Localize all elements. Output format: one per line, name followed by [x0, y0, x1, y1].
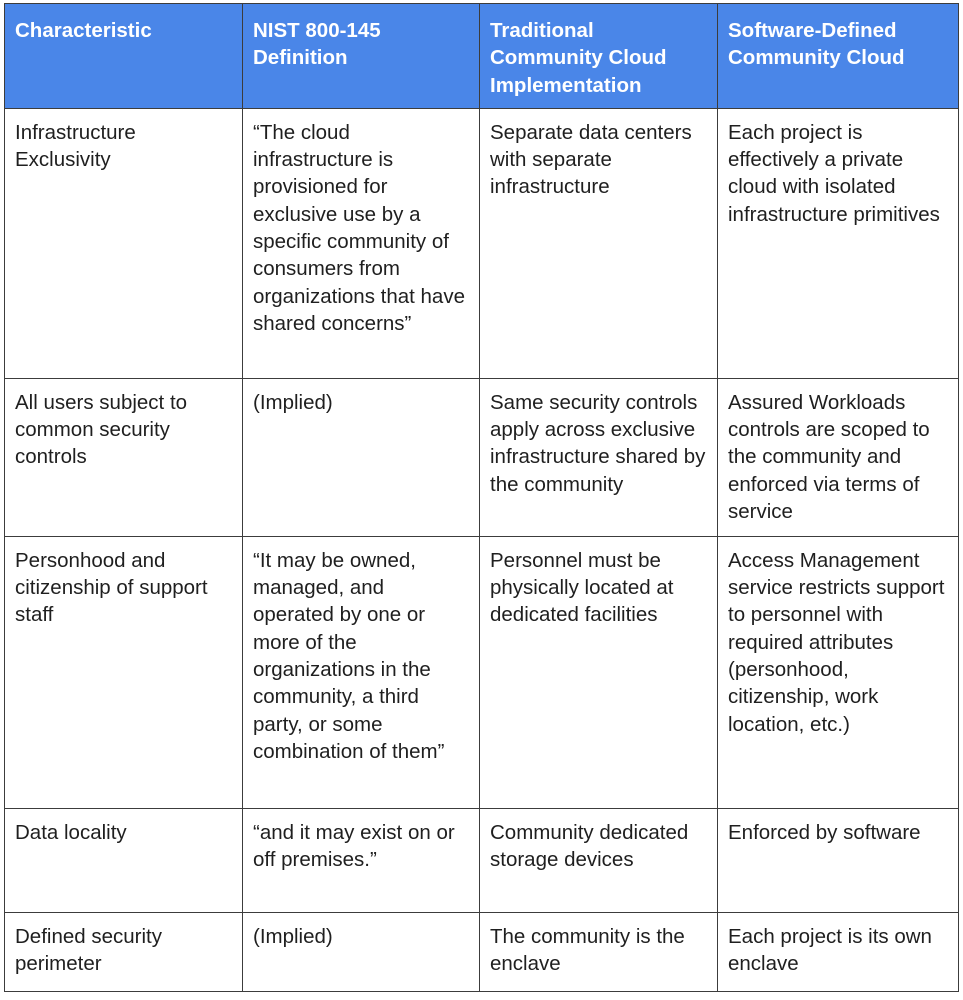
- cell-characteristic: All users subject to common security controls: [5, 378, 243, 536]
- header-characteristic: Characteristic: [5, 4, 243, 109]
- cell-traditional: Same security controls apply across exclusive infrastructure shared by the community: [480, 378, 718, 536]
- cell-characteristic: Infrastructure Exclusivity: [5, 108, 243, 378]
- header-nist-definition: NIST 800-145 Definition: [243, 4, 480, 109]
- table-row: [5, 808, 959, 912]
- cell-traditional: The community is the enclave: [480, 912, 718, 991]
- comparison-table: [4, 3, 959, 992]
- cell-traditional: Separate data centers with separate infrastructure: [480, 108, 718, 378]
- cell-characteristic: Data locality: [5, 808, 243, 912]
- header-row: [5, 4, 959, 109]
- cell-software-defined: Access Management service restricts support to personnel with required attributes (personhood, citizenship, work location, etc.): [718, 536, 959, 808]
- cell-traditional: Personnel must be physically located at dedicated facilities: [480, 536, 718, 808]
- cell-software-defined: Enforced by software: [718, 808, 959, 912]
- cell-nist-definition: (Implied): [243, 912, 480, 991]
- cell-nist-definition: (Implied): [243, 378, 480, 536]
- cell-nist-definition: “The cloud infrastructure is provisioned for exclusive use by a specific community of consumers from organizations that have shared concerns”: [243, 108, 480, 378]
- cell-characteristic: Personhood and citizenship of support staff: [5, 536, 243, 808]
- cell-nist-definition: “It may be owned, managed, and operated by one or more of the organizations in the community, a third party, or some combination of them”: [243, 536, 480, 808]
- header-software-defined-community-cloud: Software-Defined Community Cloud: [718, 4, 959, 109]
- cell-nist-definition: “and it may exist on or off premises.”: [243, 808, 480, 912]
- cell-software-defined: Each project is its own enclave: [718, 912, 959, 991]
- cell-characteristic: Defined security perimeter: [5, 912, 243, 991]
- table-row: [5, 912, 959, 991]
- table-row: [5, 378, 959, 536]
- table-row: [5, 108, 959, 378]
- cell-software-defined: Each project is effectively a private cloud with isolated infrastructure primitives: [718, 108, 959, 378]
- table-row: [5, 536, 959, 808]
- header-traditional-community-cloud: Traditional Community Cloud Implementation: [480, 4, 718, 109]
- cell-traditional: Community dedicated storage devices: [480, 808, 718, 912]
- cell-software-defined: Assured Workloads controls are scoped to the community and enforced via terms of service: [718, 378, 959, 536]
